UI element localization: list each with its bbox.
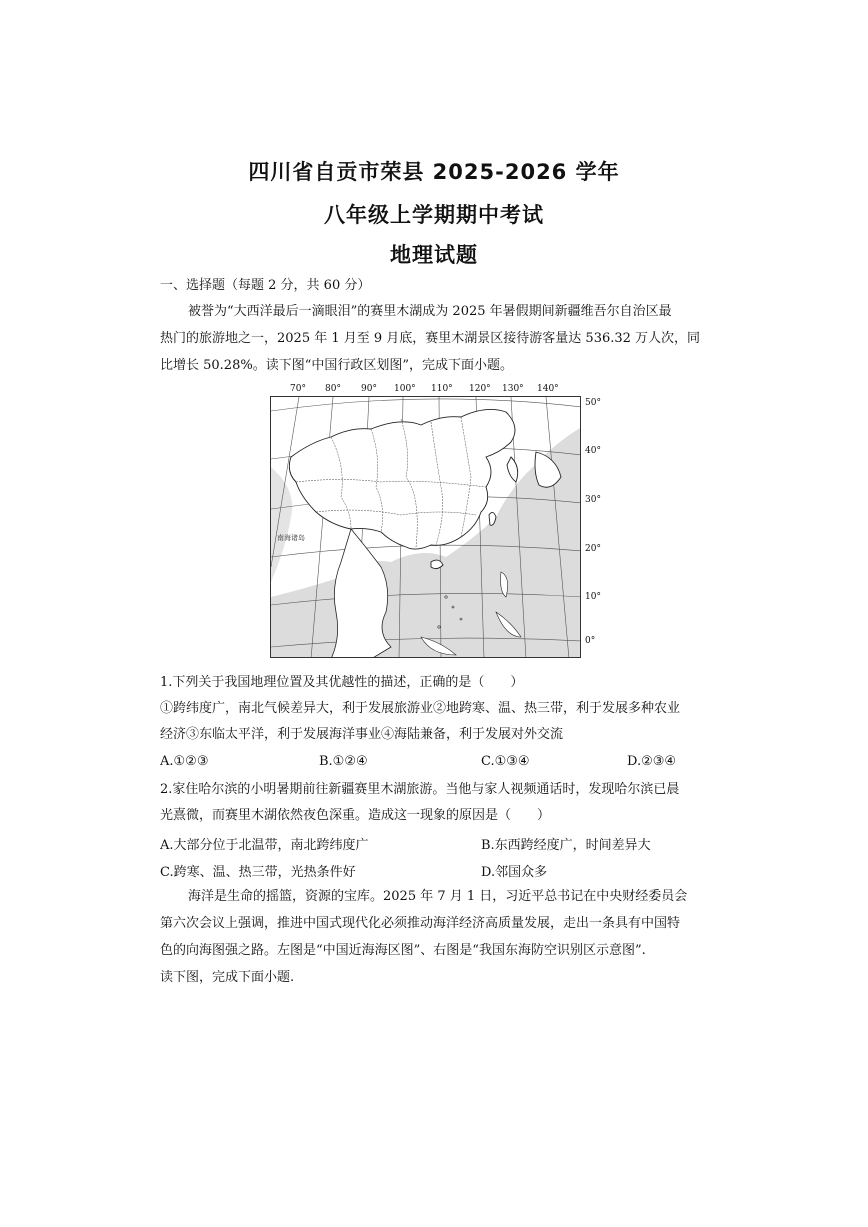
intro1-line3: 比增长 50.28%。读下图“中国行政区划图”，完成下面小题。 xyxy=(160,358,513,373)
lon-label: 90° xyxy=(361,384,377,394)
q1-option-d[interactable]: D.②③④ xyxy=(627,754,677,769)
lat-label: 30° xyxy=(585,495,601,505)
q2-option-b[interactable]: B.东西跨经度广，时间差异大 xyxy=(481,838,651,853)
intro2-line4: 读下图，完成下面小题. xyxy=(160,970,295,985)
section-heading: 一、选择题（每题 2 分，共 60 分） xyxy=(160,278,371,293)
q2-option-a[interactable]: A.大部分位于北温带，南北跨纬度广 xyxy=(160,838,369,853)
lon-label: 110° xyxy=(431,384,453,394)
q1-option-a[interactable]: A.①②③ xyxy=(160,754,209,769)
exam-subject-title: 地理试题 xyxy=(390,243,478,267)
intro2-line3: 色的向海图强之路。左图是“中国近海海区图”、右图是“我国东海防空识别区示意图”. xyxy=(160,943,646,958)
q1-statements-line2: 经济③东临太平洋，利于发展海洋事业④海陆兼备，利于发展对外交流 xyxy=(160,727,564,742)
q2-option-c[interactable]: C.跨寒、温、热三带，光热条件好 xyxy=(160,865,356,880)
q1-stem: 1.下列关于我国地理位置及其优越性的描述，正确的是（ ） xyxy=(160,675,524,690)
q2-stem-line2: 光熹微，而赛里木湖依然夜色深重。造成这一现象的原因是（ ） xyxy=(160,808,551,823)
lat-label: 0° xyxy=(585,636,596,646)
lon-label: 140° xyxy=(537,384,559,394)
q1-option-b[interactable]: B.①②④ xyxy=(319,754,368,769)
map-drawing xyxy=(271,397,581,658)
lat-label: 40° xyxy=(585,446,601,456)
intro2-line1: 海洋是生命的摇篮，资源的宝库。2025 年 7 月 1 日，习近平总书记在中央财经委员会 xyxy=(188,889,688,904)
q1-option-c[interactable]: C.①③④ xyxy=(481,754,530,769)
lon-label: 70° xyxy=(290,384,306,394)
q2-stem-line1: 2.家住哈尔滨的小明暑期前往新疆赛里木湖旅游。当他与家人视频通话时，发现哈尔滨已晨 xyxy=(160,782,680,797)
china-administrative-map xyxy=(270,396,581,658)
exam-title-line1: 四川省自贡市荣县 2025-2026 学年 xyxy=(248,160,620,184)
q2-option-d[interactable]: D.邻国众多 xyxy=(481,865,548,880)
intro1-line2: 热门的旅游地之一，2025 年 1 月至 9 月底，赛里木湖景区接待游客量达 536.32 万人次，同 xyxy=(160,331,701,346)
exam-title-line2: 八年级上学期期中考试 xyxy=(324,203,544,227)
q1-statements-line1: ①跨纬度广，南北气候差异大，利于发展旅游业②地跨寒、温、热三带，利于发展多种农业 xyxy=(160,701,681,716)
lat-label: 50° xyxy=(585,398,601,408)
lon-label: 100° xyxy=(394,384,416,394)
lon-label: 130° xyxy=(502,384,524,394)
lat-label: 20° xyxy=(585,544,601,554)
lat-label: 10° xyxy=(585,592,601,602)
map-place-label: 南海诸岛 xyxy=(277,534,305,542)
intro1-line1: 被誉为“大西洋最后一滴眼泪”的赛里木湖成为 2025 年暑假期间新疆维吾尔自治区最 xyxy=(188,304,672,319)
lon-label: 120° xyxy=(469,384,491,394)
lon-label: 80° xyxy=(325,384,341,394)
intro2-line2: 第六次会议上强调，推进中国式现代化必须推动海洋经济高质量发展，走出一条具有中国特 xyxy=(160,916,681,931)
